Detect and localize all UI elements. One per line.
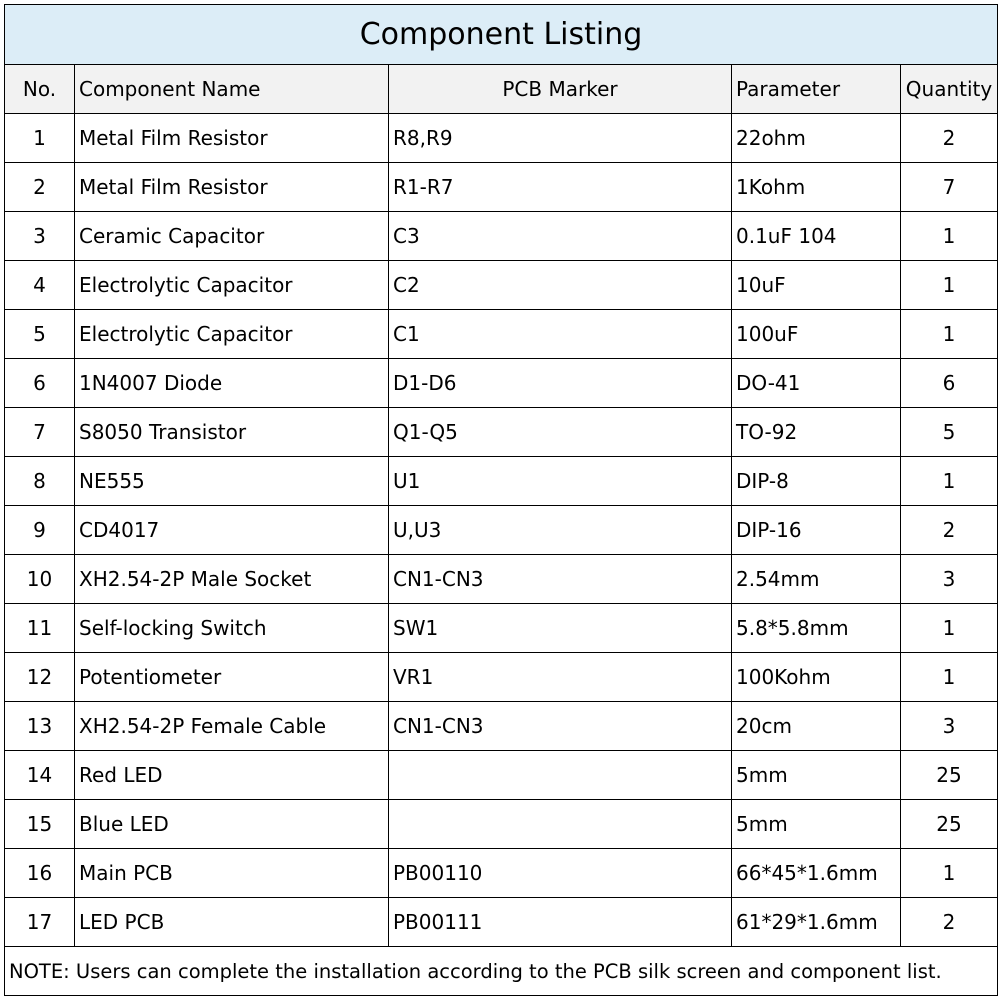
cell-no: 7 [5, 408, 75, 457]
cell-parameter: DIP-8 [732, 457, 901, 506]
cell-parameter: 61*29*1.6mm [732, 898, 901, 947]
cell-pcb-marker: C1 [389, 310, 732, 359]
column-header-no: No. [5, 65, 75, 114]
cell-quantity: 2 [901, 114, 998, 163]
table-row [5, 653, 998, 702]
table-row [5, 114, 998, 163]
table-row [5, 408, 998, 457]
cell-pcb-marker: PB00110 [389, 849, 732, 898]
column-header-pcb-marker: PCB Marker [389, 65, 732, 114]
cell-quantity: 1 [901, 212, 998, 261]
cell-no: 16 [5, 849, 75, 898]
cell-pcb-marker: U,U3 [389, 506, 732, 555]
cell-quantity: 6 [901, 359, 998, 408]
cell-quantity: 1 [901, 457, 998, 506]
table-row [5, 163, 998, 212]
cell-pcb-marker: U1 [389, 457, 732, 506]
cell-quantity: 5 [901, 408, 998, 457]
cell-parameter: 100uF [732, 310, 901, 359]
table-row [5, 800, 998, 849]
cell-no: 4 [5, 261, 75, 310]
cell-pcb-marker: R8,R9 [389, 114, 732, 163]
cell-no: 13 [5, 702, 75, 751]
note-text: NOTE: Users can complete the installation according to the PCB silk screen and component list. [5, 947, 998, 996]
cell-component-name: Metal Film Resistor [75, 114, 389, 163]
cell-parameter: 2.54mm [732, 555, 901, 604]
cell-component-name: Electrolytic Capacitor [75, 261, 389, 310]
table-row [5, 506, 998, 555]
cell-parameter: 10uF [732, 261, 901, 310]
cell-no: 2 [5, 163, 75, 212]
component-table [4, 4, 998, 996]
cell-component-name: Self-locking Switch [75, 604, 389, 653]
table-row [5, 359, 998, 408]
cell-pcb-marker: PB00111 [389, 898, 732, 947]
cell-quantity: 1 [901, 261, 998, 310]
cell-no: 3 [5, 212, 75, 261]
cell-parameter: 5mm [732, 800, 901, 849]
cell-quantity: 1 [901, 310, 998, 359]
cell-quantity: 3 [901, 702, 998, 751]
cell-parameter: 5.8*5.8mm [732, 604, 901, 653]
table-row [5, 751, 998, 800]
cell-component-name: NE555 [75, 457, 389, 506]
cell-component-name: Metal Film Resistor [75, 163, 389, 212]
cell-pcb-marker: SW1 [389, 604, 732, 653]
cell-pcb-marker [389, 800, 732, 849]
cell-no: 8 [5, 457, 75, 506]
cell-pcb-marker: CN1-CN3 [389, 702, 732, 751]
cell-parameter: 100Kohm [732, 653, 901, 702]
cell-parameter: 0.1uF 104 [732, 212, 901, 261]
header-row [5, 65, 998, 114]
table-row [5, 457, 998, 506]
column-header-component-name: Component Name [75, 65, 389, 114]
cell-component-name: Ceramic Capacitor [75, 212, 389, 261]
cell-quantity: 7 [901, 163, 998, 212]
cell-quantity: 25 [901, 800, 998, 849]
cell-pcb-marker: R1-R7 [389, 163, 732, 212]
cell-component-name: S8050 Transistor [75, 408, 389, 457]
table-body [5, 114, 998, 947]
cell-pcb-marker: D1-D6 [389, 359, 732, 408]
cell-pcb-marker: VR1 [389, 653, 732, 702]
cell-pcb-marker: C2 [389, 261, 732, 310]
table-row [5, 898, 998, 947]
cell-no: 17 [5, 898, 75, 947]
cell-quantity: 1 [901, 653, 998, 702]
table-row [5, 849, 998, 898]
column-header-parameter: Parameter [732, 65, 901, 114]
cell-component-name: Electrolytic Capacitor [75, 310, 389, 359]
cell-component-name: 1N4007 Diode [75, 359, 389, 408]
cell-quantity: 1 [901, 604, 998, 653]
cell-quantity: 3 [901, 555, 998, 604]
cell-no: 12 [5, 653, 75, 702]
cell-no: 11 [5, 604, 75, 653]
cell-parameter: TO-92 [732, 408, 901, 457]
cell-parameter: DO-41 [732, 359, 901, 408]
cell-no: 9 [5, 506, 75, 555]
cell-component-name: Blue LED [75, 800, 389, 849]
cell-quantity: 2 [901, 506, 998, 555]
cell-parameter: 1Kohm [732, 163, 901, 212]
cell-quantity: 1 [901, 849, 998, 898]
cell-quantity: 25 [901, 751, 998, 800]
cell-component-name: Red LED [75, 751, 389, 800]
cell-pcb-marker: C3 [389, 212, 732, 261]
column-header-quantity: Quantity [901, 65, 998, 114]
cell-no: 14 [5, 751, 75, 800]
cell-pcb-marker: CN1-CN3 [389, 555, 732, 604]
cell-parameter: DIP-16 [732, 506, 901, 555]
cell-parameter: 5mm [732, 751, 901, 800]
cell-no: 6 [5, 359, 75, 408]
table-row [5, 702, 998, 751]
cell-component-name: Potentiometer [75, 653, 389, 702]
cell-pcb-marker [389, 751, 732, 800]
cell-no: 5 [5, 310, 75, 359]
table-row [5, 555, 998, 604]
cell-parameter: 20cm [732, 702, 901, 751]
cell-component-name: Main PCB [75, 849, 389, 898]
cell-parameter: 66*45*1.6mm [732, 849, 901, 898]
cell-parameter: 22ohm [732, 114, 901, 163]
cell-component-name: CD4017 [75, 506, 389, 555]
table-row [5, 261, 998, 310]
table-row [5, 212, 998, 261]
table-title: Component Listing [5, 5, 998, 65]
cell-component-name: XH2.54-2P Female Cable [75, 702, 389, 751]
cell-component-name: XH2.54-2P Male Socket [75, 555, 389, 604]
table-row [5, 310, 998, 359]
cell-component-name: LED PCB [75, 898, 389, 947]
cell-no: 15 [5, 800, 75, 849]
cell-quantity: 2 [901, 898, 998, 947]
cell-no: 1 [5, 114, 75, 163]
cell-no: 10 [5, 555, 75, 604]
table-row [5, 604, 998, 653]
cell-pcb-marker: Q1-Q5 [389, 408, 732, 457]
